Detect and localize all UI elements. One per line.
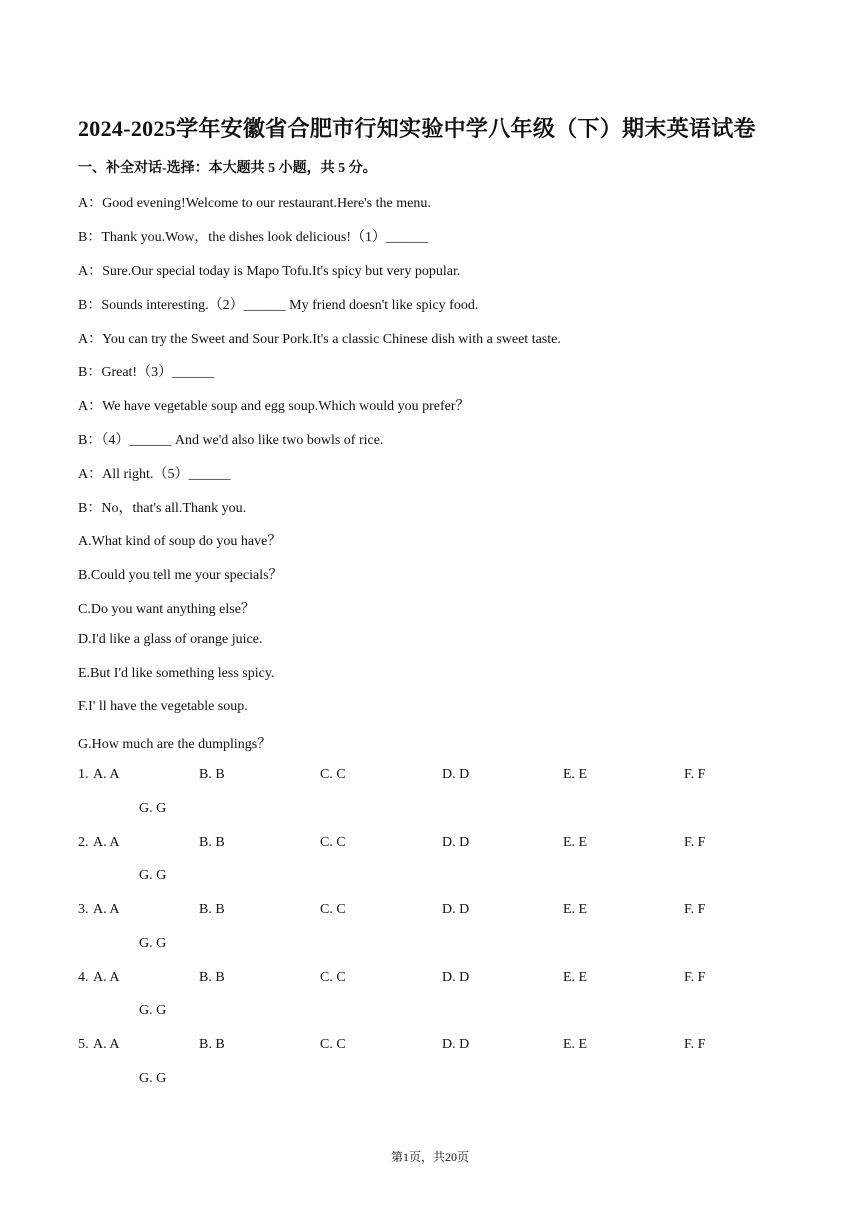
option-e[interactable]: E. E (563, 767, 588, 782)
question-2-row2 (0, 868, 860, 888)
option-d[interactable]: D. D (442, 970, 470, 985)
option-g[interactable]: G. G (139, 936, 167, 951)
option-c[interactable]: C. C (320, 902, 346, 917)
option-e[interactable]: E. E (563, 902, 588, 917)
dialogue-line: A：Good evening!Welcome to our restaurant.Here's the menu. (78, 196, 431, 211)
option-g[interactable]: G. G (139, 868, 167, 883)
option-c[interactable]: C. C (320, 1037, 346, 1052)
dialogue-line: B：Thank you.Wow，the dishes look delicious!（1）______ (78, 230, 429, 245)
question-4-row2 (0, 1003, 860, 1023)
dialogue-line: A：All right.（5）______ (78, 467, 231, 482)
option-b[interactable]: B. B (199, 835, 225, 850)
question-number: 5. (78, 1037, 89, 1052)
question-4 (0, 970, 860, 990)
question-1-row2 (0, 801, 860, 821)
option-e[interactable]: E. E (563, 835, 588, 850)
option-g[interactable]: G. G (139, 1071, 167, 1086)
choice-option: C.Do you want anything else？ (78, 602, 255, 617)
option-a[interactable]: A. A (93, 767, 120, 782)
choice-option: A.What kind of soup do you have？ (78, 534, 282, 549)
option-f[interactable]: F. F (684, 835, 706, 850)
dialogue-line: B：（4）______ And we'd also like two bowls of rice. (78, 433, 384, 448)
option-e[interactable]: E. E (563, 970, 588, 985)
option-e[interactable]: E. E (563, 1037, 588, 1052)
question-3 (0, 902, 860, 922)
question-5 (0, 1037, 860, 1057)
option-a[interactable]: A. A (93, 902, 120, 917)
option-f[interactable]: F. F (684, 970, 706, 985)
question-number: 2. (78, 835, 89, 850)
option-f[interactable]: F. F (684, 902, 706, 917)
question-5-row2 (0, 1071, 860, 1091)
option-c[interactable]: C. C (320, 970, 346, 985)
dialogue-line: A：You can try the Sweet and Sour Pork.It's a classic Chinese dish with a sweet taste. (78, 332, 561, 347)
question-2 (0, 835, 860, 855)
question-1 (0, 767, 860, 787)
dialogue-line: B：Sounds interesting.（2）______ My friend doesn't like spicy food. (78, 298, 479, 313)
option-g[interactable]: G. G (139, 801, 167, 816)
dialogue-line: A：We have vegetable soup and egg soup.Which would you prefer？ (78, 399, 470, 414)
dialogue-line: B：Great!（3）______ (78, 365, 215, 380)
choice-option: D.I'd like a glass of orange juice. (78, 632, 263, 647)
option-a[interactable]: A. A (93, 1037, 120, 1052)
question-number: 1. (78, 767, 89, 782)
option-c[interactable]: C. C (320, 767, 346, 782)
option-f[interactable]: F. F (684, 1037, 706, 1052)
dialogue-line: A：Sure.Our special today is Mapo Tofu.It's spicy but very popular. (78, 264, 461, 279)
choice-option: G.How much are the dumplings？ (78, 737, 272, 752)
option-c[interactable]: C. C (320, 835, 346, 850)
section-heading: 一、补全对话-选择：本大题共 5 小题，共 5 分。 (78, 161, 377, 176)
page-title: 2024-2025学年安徽省合肥市行知实验中学八年级（下）期末英语试卷 (78, 116, 756, 141)
choice-option: F.I' ll have the vegetable soup. (78, 699, 248, 714)
option-b[interactable]: B. B (199, 970, 225, 985)
choice-option: B.Could you tell me your specials？ (78, 568, 283, 583)
question-3-row2 (0, 936, 860, 956)
option-a[interactable]: A. A (93, 835, 120, 850)
choice-option: E.But I'd like something less spicy. (78, 666, 275, 681)
dialogue-line: B：No，that's all.Thank you. (78, 501, 247, 516)
question-number: 4. (78, 970, 89, 985)
question-number: 3. (78, 902, 89, 917)
option-b[interactable]: B. B (199, 902, 225, 917)
option-f[interactable]: F. F (684, 767, 706, 782)
option-b[interactable]: B. B (199, 1037, 225, 1052)
option-b[interactable]: B. B (199, 767, 225, 782)
option-d[interactable]: D. D (442, 902, 470, 917)
option-d[interactable]: D. D (442, 767, 470, 782)
option-d[interactable]: D. D (442, 1037, 470, 1052)
option-a[interactable]: A. A (93, 970, 120, 985)
option-g[interactable]: G. G (139, 1003, 167, 1018)
option-d[interactable]: D. D (442, 835, 470, 850)
page-footer: 第1页，共20页 (390, 1150, 469, 1164)
